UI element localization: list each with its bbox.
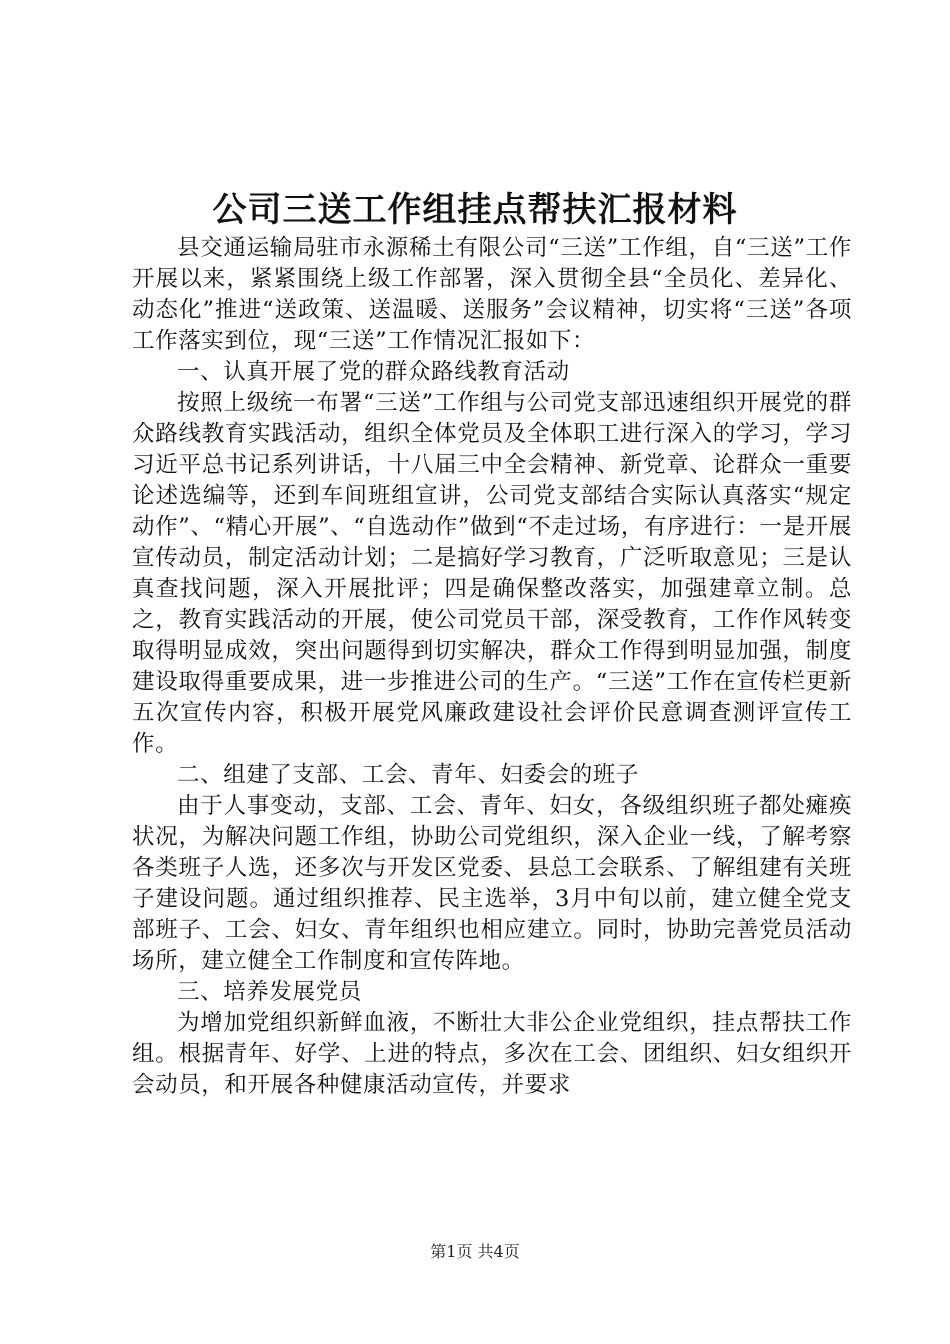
section-2-paragraph: 由于人事变动，支部、工会、青年、妇女，各级组织班子都处瘫痪状况，为解决问题工作组，协助公司党组织，深入企业一线，了解考察各类班子人选，还多次与开发区党委、县总工会联系、了解组建有关班子建设问题。通过组织推荐、民主选举，3月中旬以前，建立健全党支部班子、工会、妇女、青年组织也相应建立。同时，协助完善党员活动场所，建立健全工作制度和宣传阵地。 — [132, 793, 852, 974]
page-footer: 第1页 共4页 — [430, 1242, 520, 1261]
section-3-paragraph: 为增加党组织新鲜血液，不断壮大非公企业党组织，挂点帮扶工作组。根据青年、好学、上进的特点，多次在工会、团组织、妇女组织开会动员，和开展各种健康活动宣传，并要求 — [132, 1010, 852, 1098]
document-title: 公司三送工作组挂点帮扶汇报材料 — [212, 190, 738, 230]
section-heading-3: 三、培养发展党员 — [177, 979, 362, 1005]
section-heading-1: 一、认真开展了党的群众路线教育活动 — [177, 359, 570, 385]
section-heading-2: 二、组建了支部、工会、青年、妇委会的班子 — [177, 762, 640, 788]
intro-paragraph: 县交通运输局驻市永源稀土有限公司“三送”工作组，自“三送”工作开展以来，紧紧围绕上级工作部署，深入贯彻全县“全员化、差异化、动态化”推进“送政策、送温暖、送服务”会议精神，切实将“三送”各项工作落实到位，现“三送”工作情况汇报如下： — [132, 235, 852, 354]
document-body — [132, 233, 852, 1101]
section-1-paragraph: 按照上级统一布署“三送”工作组与公司党支部迅速组织开展党的群众路线教育实践活动，组织全体党员及全体职工进行深入的学习，学习习近平总书记系列讲话，十八届三中全会精神、新党章、论群众一重要论述选编等，还到车间班组宣讲，公司党支部结合实际认真落实“规定动作”、“精心开展”、“自选动作”做到“不走过场，有序进行：一是开展宣传动员，制定活动计划；二是搞好学习教育，广泛听取意见；三是认真查找问题，深入开展批评；四是确保整改落实，加强建章立制。总之，教育实践活动的开展，使公司党员干部，深受教育，工作作风转变取得明显成效，突出问题得到切实解决，群众工作得到明显加强，制度建设取得重要成果，进一步推进公司的生产。“三送”工作在宣传栏更新五次宣传内容，积极开展党风廉政建设社会评价民意调查测评宣传工作。 — [132, 390, 852, 757]
